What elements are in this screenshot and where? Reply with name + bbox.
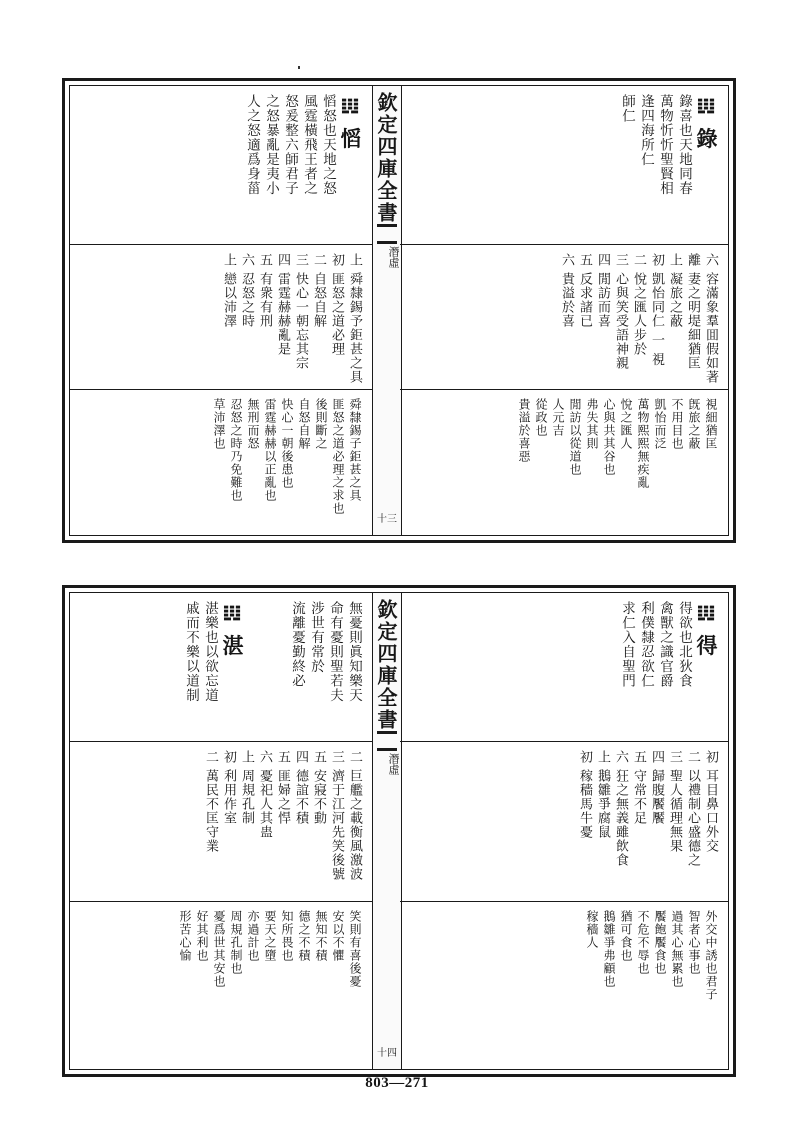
commentary-line: 周規孔制也 [229,910,243,975]
center-spine [372,593,402,1069]
header-columns [410,601,718,733]
text-column: 萬物忻忻聖賢相 [657,94,673,196]
commentary-line: 亦過計也 [246,910,260,962]
commentary-line: 雷霆赫赫以正亂也 [263,398,277,502]
text-column: 得欲也北狄食 [676,601,692,688]
entry-line: 二 以禮制心盛德之 [685,750,700,868]
commentary-line: 稼穡人 [585,910,599,949]
entry-line: 上 鵝雛爭腐鼠 [595,750,610,840]
entry-line: 四 閒訪而喜 [595,253,610,329]
entry-line: 二 悅之匯人步於 [631,253,646,357]
commentary-line: 猶可食也 [619,910,633,962]
half-page-right [400,593,728,1069]
commentary-band [400,389,728,535]
entry-line: 六 忍怒之時 [239,253,254,329]
commentary-line: 弗失其則 [585,398,599,450]
entry-line: 二 自怒自解 [311,253,326,329]
entry-line: 上 周規孔制 [239,750,254,826]
heading-character: 𝍕 慆 [338,94,363,150]
commentary-line: 好其利也 [195,910,209,962]
header-columns [410,94,718,236]
commentary-line: 忍怒之時乃免難也 [229,398,243,502]
entry-line: 六 容滿象羣囬假如著 [703,253,718,385]
commentary-line: 從政也 [534,398,548,437]
commentary-line: 知所畏也 [280,910,294,962]
commentary-line: 外交中誘也君子 [704,910,718,1001]
entry-line: 五 反求諸已 [577,253,592,329]
commentary-columns [410,398,718,527]
header-band [400,86,728,244]
page-spread-bottom [62,585,736,1077]
text-column: 無憂則眞知樂天 [346,601,362,703]
entry-columns [80,750,362,894]
header-band [70,86,372,244]
entry-line: 三 聖人循理無果 [667,750,682,854]
entry-line: 三 心與笑受語神親 [613,253,628,371]
text-column: 師仁 [619,94,635,123]
heading-character: 𝍕 錄 [694,94,719,150]
fishtail-mark [377,731,397,751]
commentary-columns [80,910,362,1061]
header-columns [80,94,362,236]
page-number: 十四 [377,1048,397,1059]
text-column: 流離憂勤終必 [289,601,305,688]
book-title: 欽定四庫全書 [374,599,398,731]
commentary-band [70,389,372,535]
entry-line: 六 貴溢於喜 [559,253,574,329]
text-column: 禽獸之識官爵 [657,601,673,688]
commentary-line: 憂爲世其安也 [212,910,226,988]
section-label: 潛虛 [387,246,400,268]
half-page-left [70,593,372,1069]
entry-line: 三 濟于江河先笑後號 [329,750,344,882]
heading-character: 𝍕 得 [694,601,719,657]
inner-frame [69,592,729,1070]
entry-line: 五 匪婦之悍 [275,750,290,826]
text-column: 錄喜也天地同春 [676,94,692,196]
ink-speck [298,66,300,69]
commentary-line: 後則斷之 [314,398,328,450]
text-column: 求仁入自聖門 [619,601,635,688]
inner-frame [69,85,729,536]
entry-line: 初 稼穡馬牛憂 [577,750,592,840]
commentary-line: 萬物熙熙無疾亂 [636,398,650,489]
commentary-line: 凱怡而泛 [653,398,667,450]
entry-line: 初 凱怡同仁 一 視 [649,253,664,367]
entries-band [70,244,372,390]
entry-line: 上 戀以沛澤 [221,253,236,329]
commentary-line: 匪怒之道必理之求也 [331,398,345,515]
entry-line: 五 守常不足 [631,750,646,826]
entry-line: 初 匪怒之道必理 [329,253,344,357]
text-column: 涉世有常於 [308,601,324,674]
commentary-line: 視細猶匡 [704,398,718,450]
commentary-line: 心與共其谷也 [602,398,616,476]
commentary-columns [80,398,362,527]
entry-columns [410,750,718,894]
commentary-line: 旣旅之蔽 [687,398,701,450]
book-title: 欽定四庫全書 [374,92,398,224]
entry-line: 二 萬民不匡守業 [203,750,218,854]
entry-line: 六 憂祀人其蛊 [257,750,272,840]
fishtail-mark [377,224,397,244]
entry-line: 初 耳目鼻口外交 [703,750,718,854]
commentary-line: 舜隸錫子鉅甚之具 [348,398,362,502]
commentary-line: 人元吉 [551,398,565,437]
text-column: 戚而不樂以道制 [183,601,199,703]
text-column: 風霆橫飛王者之 [301,94,317,196]
commentary-line: 要天之墮 [263,910,277,962]
commentary-line: 笑則有喜後憂 [348,910,362,988]
commentary-line: 安以不懼 [331,910,345,962]
commentary-band [70,901,372,1069]
text-column: 命有憂則聖若夫 [327,601,343,703]
commentary-line: 悅之匯人 [619,398,633,450]
commentary-line: 饜飽饜食也 [653,910,667,975]
commentary-line: 德之不積 [297,910,311,962]
commentary-line: 貴溢於喜惡 [517,398,531,463]
entry-columns [80,253,362,385]
entry-line: 三 快心一朝忘其宗 [293,253,308,371]
entry-line: 四 德誼不積 [293,750,308,826]
section-label: 潛虛 [387,753,400,775]
entry-columns [410,253,718,385]
commentary-line: 不用目也 [670,398,684,450]
entry-line: 二 巨艦之載衡風激波 [347,750,362,882]
page-number: 十三 [377,514,397,525]
commentary-line: 不危不辱也 [636,910,650,975]
text-column: 人之怒適爲身菑 [244,94,260,196]
entries-band [400,741,728,902]
commentary-line: 形苦心愉 [178,910,192,962]
commentary-line: 草沛澤也 [212,398,226,450]
text-column: 湛樂也以欲忘道 [202,601,218,703]
entry-line: 五 安寢不動 [311,750,326,826]
entries-band [70,741,372,902]
entry-line: 上 凝旅之蔽 [667,253,682,329]
entry-line: 五 有衆有刑 [257,253,272,329]
heading-character: 𝍕 湛 [220,601,245,657]
header-band [70,593,372,741]
header-band [400,593,728,741]
text-column: 怒爰整六師君子 [282,94,298,196]
commentary-columns [410,910,718,1061]
commentary-band [400,901,728,1069]
entry-line: 六 狂之無義雖飲食 [613,750,628,868]
entry-line: 四 雷霆赫赫亂是 [275,253,290,357]
entry-line: 四 歸腹饜饜 [649,750,664,826]
text-column: 之怒暴亂是夷小 [263,94,279,196]
commentary-line: 閒訪以從道也 [568,398,582,476]
commentary-line: 快心一朝後患也 [280,398,294,489]
commentary-line: 自怒自解 [297,398,311,450]
spacer [246,601,286,733]
commentary-line: 無知不積 [314,910,328,962]
commentary-line: 智者心事也 [687,910,701,975]
commentary-line: 過其心無累也 [670,910,684,988]
entry-line: 離 妻之明堤細猶匡 [685,253,700,371]
text-column: 慆怒也天地之怒 [320,94,336,196]
header-columns [80,601,362,733]
entries-band [400,244,728,390]
half-page-right [400,86,728,535]
text-column: 利僕隸忍欲仁 [638,601,654,688]
page-spread-top [62,78,736,543]
text-column: 逢四海所仁 [638,94,654,167]
commentary-line: 鵝雛爭弗顧也 [602,910,616,988]
commentary-line: 無刑而怒 [246,398,260,450]
entry-line: 上 舜隸錫予鉅甚之具 [347,253,362,385]
center-spine [372,86,402,535]
entry-line: 初 利用作室 [221,750,236,826]
folio-number: 803—271 [365,1075,429,1091]
half-page-left [70,86,372,535]
